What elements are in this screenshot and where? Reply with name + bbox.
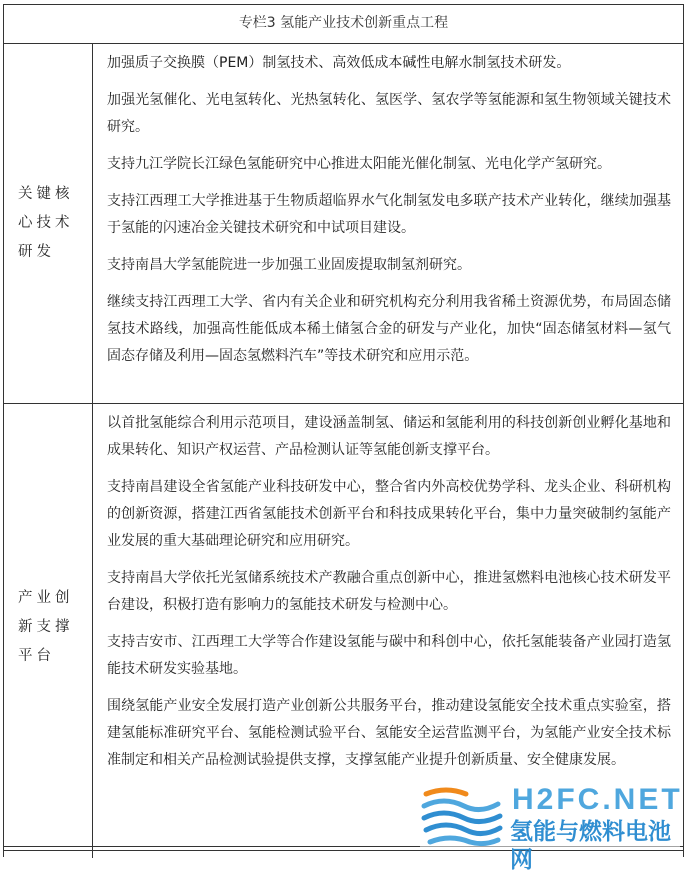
row-header-cell <box>4 44 93 403</box>
paragraph: 支持南昌建设全省氢能产业科技研发中心，整合省内外高校优势学科、龙头企业、科研机构的创新资源，搭建江西省氢能技术创新平台和科技成果转化平台，集中力量突破制约氢能产业发展的重大基础理论研究和应用研究。 <box>107 479 671 549</box>
row-label: 产业创新支撑平台 <box>18 589 74 664</box>
paragraph: 支持九江学院长江绿色氢能研究中心推进太阳能光催化制氢、光电化学产氢研究。 <box>107 156 611 172</box>
paragraph: 围绕氢能产业安全发展打造产业创新公共服务平台，推动建设氢能安全技术重点实验室，搭建氢能标准研究平台、氢能检测试验平台、氢能安全运营监测平台，为氢能产业安全技术标准制定和相关产品检测试验提供支撑，支撑氢能产业提升创新质量、安全健康发展。 <box>107 698 671 768</box>
paragraph: 加强质子交换膜（PEM）制氢技术、高效低成本碱性电解水制氢技术研发。 <box>107 55 571 71</box>
paragraph: 支持江西理工大学推进基于生物质超临界水气化制氢发电多联产技术产业转化，继续加强基于氢能的闪速冶金关键技术研究和中试项目建设。 <box>107 193 671 236</box>
row-header-cell <box>4 404 93 850</box>
paragraph: 支持南昌大学依托光氢储系统技术产教融合重点创新中心，推进氢燃料电池核心技术研发平台建设，积极打造有影响力的氢能技术研发与检测中心。 <box>107 570 671 613</box>
paragraph: 支持吉安市、江西理工大学等合作建设氢能与碳中和科创中心，依托氢能装备产业园打造氢能技术研发实验基地。 <box>107 634 671 677</box>
wave-logo-icon <box>420 782 504 848</box>
column-divider <box>92 847 93 858</box>
table-title: 专栏3 氢能产业技术创新重点工程 <box>4 5 683 44</box>
content-table <box>3 4 684 851</box>
watermark-site: H2FC.NET <box>512 783 683 816</box>
paragraph: 加强光氢催化、光电氢转化、光热氢转化、氢医学、氢农学等氢能源和氢生物领域关键技术研究。 <box>107 92 671 135</box>
watermark-name: 氢能与燃料电池网 <box>510 819 671 873</box>
watermark <box>420 782 683 873</box>
paragraph: 继续支持江西理工大学、省内有关企业和研究机构充分利用我省稀土资源优势，布局固态储氢技术路线，加强高性能低成本稀土储氢合金的研发与产业化，加快“固态储氢材料—氢气固态存储及利用—固态氢燃料汽车”等技术研究和应用示范。 <box>107 294 671 364</box>
paragraph: 以首批氢能综合利用示范项目，建设涵盖制氢、储运和氢能利用的科技创新创业孵化基地和成果转化、知识产权运营、产品检测认证等氢能创新支撑平台。 <box>107 415 671 458</box>
table-row <box>4 44 683 404</box>
row-label: 关键核心技术研发 <box>18 186 74 260</box>
row-content-cell <box>93 44 683 403</box>
paragraph: 支持南昌大学氢能院进一步加强工业固废提取制氢剂研究。 <box>107 257 471 273</box>
